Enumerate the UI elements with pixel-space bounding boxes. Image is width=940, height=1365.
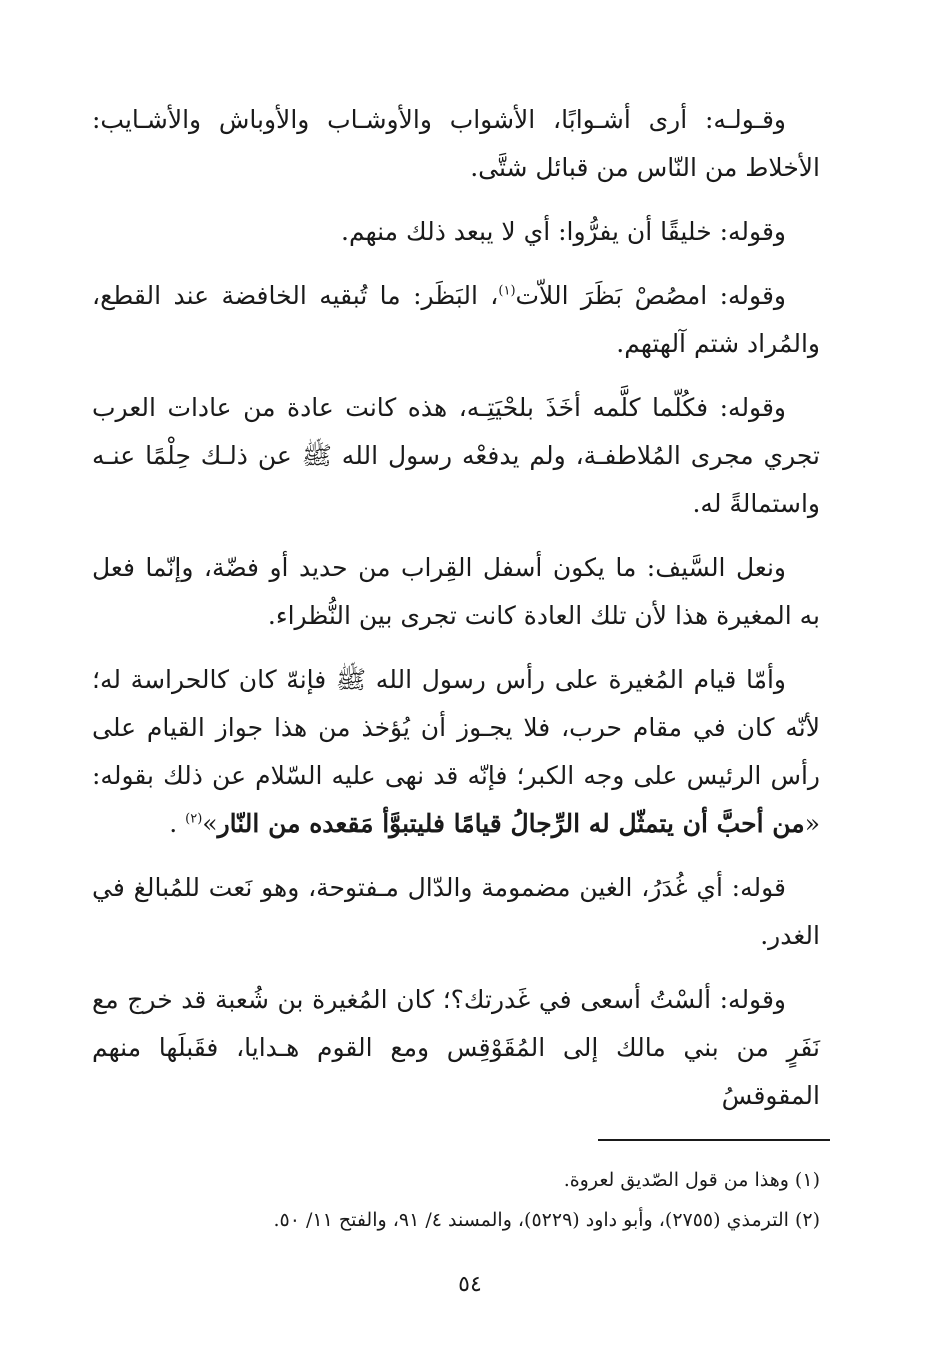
paragraph-text: ، البَظَر: ما تُبقيه الخافضة عند القطع، والمُراد شتم آلهتهم. — [92, 281, 820, 358]
paragraph — [92, 656, 820, 848]
footnote-reference[interactable]: (١) — [498, 283, 516, 299]
paragraph-text: ونعل السَّيف: ما يكون أسفل القِراب من حديد أو فضّة، وإنّما فعل به المغيرة هذا لأن تلك العادة كانت تجرى بين النُّظراء. — [92, 553, 820, 630]
paragraph — [92, 272, 820, 368]
quote-close: » — [202, 809, 218, 838]
paragraph-text: قوله: أي غُدَرُ، الغين مضمومة والدّال مـفتوحة، وهو نَعت للمُبالغ في الغدر. — [92, 873, 820, 950]
page-number: ٥٤ — [458, 1272, 482, 1297]
paragraph — [92, 384, 820, 528]
paragraph — [92, 864, 820, 960]
paragraph-text: . — [169, 809, 186, 838]
paragraph — [92, 544, 820, 640]
body-text — [92, 96, 820, 1136]
footnote-separator — [598, 1139, 830, 1141]
footnote-reference[interactable]: (٢) — [185, 811, 203, 827]
footnote: (١) وهذا من قول الصّديق لعروة. — [563, 1169, 820, 1191]
paragraph-text: وقوله: امصُصْ بَظَرَ اللاّت — [515, 281, 786, 310]
paragraph-text: وقـولـه: أرى أشـوابًا، الأشواب والأوشـاب والأوباش والأشـايب: الأخلاط من النّاس من قبائل شتَّى. — [92, 105, 820, 182]
paragraph — [92, 208, 820, 256]
footnotes — [92, 1160, 820, 1240]
paragraph-text: وقوله: خليقًا أن يفرُّوا: أي لا يبعد ذلك منهم. — [341, 217, 786, 246]
paragraph-text: وقوله: ألسْتُ أسعى في غَدرتك؟؛ كان المُغيرة بن شُعبة قد خرج مع نَفَرٍ من بني مالك إلى المُقَوْقِس ومع القوم هـدايا، فقَبلَها منهم المقوقسُ — [92, 985, 820, 1110]
paragraph — [92, 976, 820, 1120]
paragraph — [92, 96, 820, 192]
hadith-quote: من أحبَّ أن يتمثّل له الرِّجالُ قيامًا فليتبوَّأ مَقعده من النّار — [217, 809, 805, 838]
paragraph-text: وقوله: فكُلّما كلَّمه أخَذَ بلحْيَتِـه، هذه كانت عادة من عادات العرب تجري مجرى المُلاطفـة، ولم يدفعْه رسول الله ﷺ عن ذلـك حِلْمًا عنـه واستمالةً له. — [92, 393, 820, 518]
footnote: (٢) الترمذي (٢٧٥٥)، وأبو داود (٥٢٢٩)، والمسند ٤/ ٩١، والفتح ١١/ ٥٠. — [273, 1209, 820, 1231]
paragraph-text: وأمّا قيام المُغيرة على رأس رسول الله ﷺ فإنهّ كان كالحراسة له؛ لأنّه كان في مقام حرب، فلا يجـوز أن يُؤخذ من هذا جواز القيام على رأس الرئيس على وجه الكبر؛ فإنّه قد نهى عليه السّلام عن ذلك بقوله: « — [92, 665, 820, 838]
